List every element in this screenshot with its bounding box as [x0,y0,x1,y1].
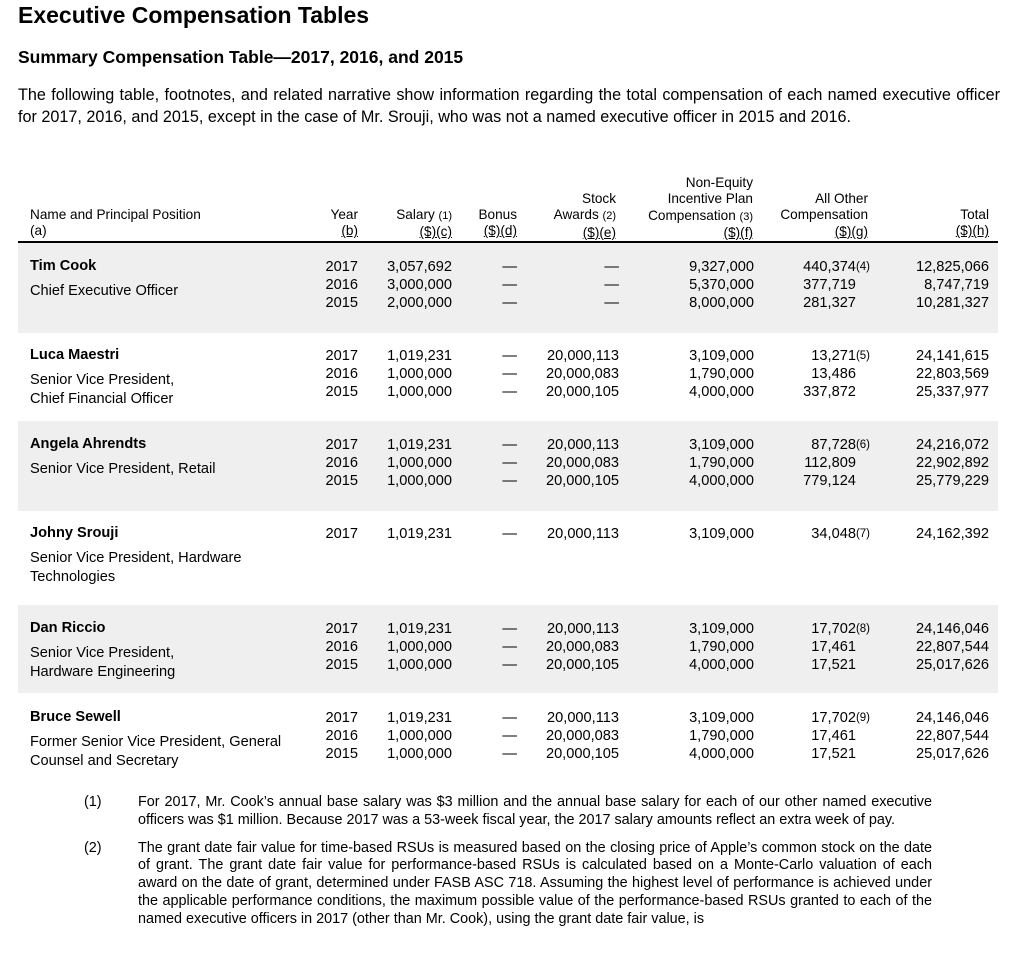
years-cell: 2017 [325,259,358,275]
noneq-cell: 5,370,000 [689,277,754,294]
other-cell [760,525,870,543]
stock-cell: 20,000,083 [545,728,619,745]
other-cell [760,383,870,401]
other-cell [760,638,870,656]
noneq-cell: 9,327,000 [689,259,754,275]
stock-cell: 20,000,083 [545,455,619,472]
header-other-label: All Other [815,191,868,206]
salary-column [370,258,452,313]
noneq-column [625,709,754,764]
stock-column [530,620,619,675]
other-cell [760,365,870,383]
salary-cell: 1,000,000 [387,657,452,674]
header-year-code: (b) [341,223,358,239]
other-value: 34,048 [811,526,856,542]
years-cell: 2016 [325,366,358,383]
other-column [760,525,870,543]
noneq-cell: 4,000,000 [689,657,754,674]
other-value: 17,521 [811,657,856,674]
total-cell: 8,747,719 [924,277,989,294]
header-salary-code: ($)(c) [419,224,452,240]
other-value: 377,719 [803,277,856,294]
other-value: 17,702 [811,621,856,637]
total-cell: 24,216,072 [915,437,989,453]
header-other [760,191,868,240]
header-nonequity-code: ($)(f) [723,224,753,240]
bonus-cell: — [502,366,517,383]
other-column [760,620,870,675]
noneq-cell: 3,109,000 [689,621,754,637]
years-column [300,436,358,491]
salary-cell: 1,000,000 [387,384,452,401]
salary-column [370,436,452,491]
header-total-code: ($)(h) [955,223,989,239]
footnotes [80,794,932,939]
noneq-cell: 3,109,000 [689,437,754,453]
header-bonus-code: ($)(d) [483,223,517,239]
salary-cell: 3,000,000 [387,277,452,294]
bonus-column [460,525,517,543]
years-cell: 2016 [325,639,358,656]
footnote-text: For 2017, Mr. Cook’s annual base salary was $3 million and the annual base salary for each of our other named executive officers was $1 million. Because 2017 was a 53-week fiscal year, the 2017 salary amounts reflect an extra week of pay. [138,794,932,828]
noneq-column [625,258,754,313]
other-column [760,436,870,491]
total-cell: 25,337,977 [915,384,989,401]
other-cell [760,276,870,294]
other-footnote-ref: (7) [855,528,870,540]
header-nonequity [625,175,753,241]
years-column [300,709,358,764]
years-cell: 2015 [325,746,358,763]
header-salary-footnote: (1) [438,210,452,222]
other-cell [760,258,870,276]
salary-cell: 1,000,000 [387,366,452,383]
header-nonequity-label3 [625,208,753,225]
stock-column [530,258,619,313]
years-cell: 2015 [325,384,358,401]
other-value: 779,124 [803,473,856,490]
noneq-cell: 3,109,000 [689,710,754,726]
executive-name: Angela Ahrendts [30,436,147,452]
total-cell: 24,141,615 [915,348,989,364]
header-stock-text: Awards [553,207,599,223]
other-value: 17,702 [811,710,856,726]
header-nonequity-label2: Incentive Plan [667,191,753,207]
other-value: 17,521 [811,746,856,763]
total-cell: 22,803,569 [915,366,989,383]
bonus-column [460,347,517,402]
bonus-cell: — [502,621,517,637]
total-column [895,436,989,491]
years-cell: 2015 [325,473,358,490]
header-salary-label [370,207,452,224]
other-footnote-ref: (4) [855,261,870,273]
other-cell [760,347,870,365]
other-cell [760,656,870,674]
bonus-cell: — [502,526,517,542]
header-total [900,207,989,240]
stock-cell: 20,000,105 [545,384,619,401]
salary-cell: 1,000,000 [387,639,452,656]
years-column [300,347,358,402]
stock-cell: 20,000,105 [545,657,619,674]
header-nonequity-footnote: (3) [739,210,753,223]
bonus-cell: — [502,277,517,294]
total-cell: 25,779,229 [915,473,989,490]
header-stock-code: ($)(e) [582,224,616,240]
intro-paragraph: The following table, footnotes, and related narrative show information regarding the total compensation of each named executive officer for 2017, 2016, and 2015, except in the case of Mr. Srouji, who was not a named executive officer in 2015 and 2016. [18,86,1000,126]
bonus-cell: — [502,437,517,453]
executive-position: Senior Vice President, Retail [30,461,216,477]
total-cell: 24,162,392 [915,526,989,542]
other-cell [760,454,870,472]
stock-cell: 20,000,113 [547,348,619,364]
total-cell: 24,146,046 [915,621,989,637]
other-cell [760,436,870,454]
noneq-cell: 1,790,000 [689,455,754,472]
stock-cell: 20,000,083 [545,639,619,656]
salary-cell: 1,019,231 [387,348,452,364]
other-value: 17,461 [811,728,856,745]
page-title: Executive Compensation Tables [18,2,370,28]
noneq-column [625,347,754,402]
footnote-number: (2) [84,839,102,856]
header-nonequity-label: Non-Equity [685,175,753,190]
salary-cell: 1,000,000 [387,728,452,745]
years-cell: 2017 [325,437,358,453]
other-column [760,347,870,402]
total-cell: 12,825,066 [915,259,989,275]
bonus-cell: — [502,295,517,312]
salary-cell: 2,000,000 [387,295,452,312]
years-cell: 2015 [325,295,358,312]
other-cell [760,709,870,727]
bonus-cell: — [502,259,517,275]
total-column [895,620,989,675]
other-value: 440,374 [803,259,856,275]
noneq-cell: 8,000,000 [689,295,754,312]
executive-name: Tim Cook [30,258,97,274]
section-subtitle: Summary Compensation Table—2017, 2016, and 2015 [18,47,464,67]
header-name-code: (a) [30,223,47,239]
executive-name: Johny Srouji [30,525,119,541]
other-cell [760,745,870,763]
executive-position: Senior Vice President, Chief Financial Officer [30,372,175,407]
salary-column [370,620,452,675]
years-cell: 2016 [325,728,358,745]
salary-cell: 1,000,000 [387,455,452,472]
total-cell: 22,807,544 [915,728,989,745]
other-value: 337,872 [803,384,856,401]
salary-column [370,525,452,543]
stock-column [530,347,619,402]
bonus-cell: — [502,710,517,726]
header-stock [530,191,616,241]
noneq-cell: 4,000,000 [689,384,754,401]
header-name-label: Name and Principal Position [30,207,201,222]
other-footnote-ref: (5) [855,350,870,362]
stock-cell: 20,000,105 [545,746,619,763]
stock-cell: 20,000,113 [547,526,619,542]
years-column [300,258,358,313]
salary-cell: 1,019,231 [387,710,452,726]
header-year-label: Year [330,207,358,222]
years-cell: 2016 [325,455,358,472]
bonus-cell: — [502,746,517,763]
footnote-text: The grant date fair value for time-based RSUs is measured based on the closing price of Apple’s common stock on the date of grant. The grant date fair value for performance-based RSUs is calculated based on a Monte-Carlo valuation of each award on the date of grant, determined under FASB ASC 718. Assuming the highest level of performance is achieved under the applicable performance conditions, the maximum possible value of the performance-based RSUs granted to each of the named executive officers in 2017 (other than Mr. Cook), using the grant date fair value, is [138,839,932,927]
other-value: 281,327 [803,295,856,312]
bonus-cell: — [502,455,517,472]
bonus-cell: — [502,384,517,401]
other-value: 13,271 [811,348,856,364]
salary-cell: 1,019,231 [387,526,452,542]
years-cell: 2017 [325,621,358,637]
other-value: 87,728 [811,437,856,453]
stock-column [530,436,619,491]
stock-cell: 20,000,105 [545,473,619,490]
executive-name: Bruce Sewell [30,709,121,725]
total-column [895,347,989,402]
header-nonequity-text: Compensation [648,207,736,223]
other-column [760,258,870,313]
header-stock-label2 [530,207,616,224]
bonus-cell: — [502,728,517,745]
other-cell [760,472,870,490]
years-column [300,620,358,675]
total-column [895,525,989,543]
other-cell [760,294,870,312]
noneq-cell: 1,790,000 [689,728,754,745]
years-cell: 2017 [325,526,358,542]
stock-column [530,709,619,764]
noneq-cell: 4,000,000 [689,746,754,763]
noneq-cell: 4,000,000 [689,473,754,490]
executive-position: Chief Executive Officer [30,283,179,299]
total-cell: 24,146,046 [915,710,989,726]
salary-cell: 1,000,000 [387,746,452,763]
total-cell: 25,017,626 [915,746,989,763]
header-other-label2: Compensation [780,207,868,223]
years-column [300,525,358,543]
bonus-column [460,709,517,764]
other-footnote-ref: (6) [855,439,870,451]
total-column [895,709,989,764]
other-footnote-ref: (9) [855,712,870,724]
footnote-2 [80,840,932,929]
total-cell: 22,902,892 [915,455,989,472]
executive-name: Luca Maestri [30,347,120,363]
header-total-label: Total [960,207,989,222]
header-stock-footnote: (2) [602,210,616,223]
years-cell: 2017 [325,710,358,726]
salary-cell: 1,000,000 [387,473,452,490]
noneq-column [625,436,754,491]
noneq-cell: 1,790,000 [689,639,754,656]
stock-cell: 20,000,113 [547,437,619,453]
years-cell: 2015 [325,657,358,674]
header-year [300,207,358,240]
bonus-column [460,620,517,675]
stock-cell: — [604,295,619,312]
other-value: 112,809 [804,455,856,472]
bonus-column [460,436,517,491]
other-cell [760,727,870,745]
stock-cell: — [604,277,619,294]
other-cell [760,620,870,638]
salary-column [370,347,452,402]
bonus-cell: — [502,639,517,656]
stock-cell: — [604,259,619,275]
executive-name: Dan Riccio [30,620,106,636]
header-salary [370,207,452,241]
noneq-column [625,525,754,543]
header-bonus-label: Bonus [478,207,517,222]
noneq-cell: 3,109,000 [689,526,754,542]
salary-cell: 1,019,231 [387,437,452,453]
noneq-column [625,620,754,675]
total-cell: 25,017,626 [915,657,989,674]
footnote-number: (1) [84,794,102,810]
salary-cell: 3,057,692 [387,259,452,275]
other-value: 17,461 [811,639,856,656]
bonus-cell: — [502,657,517,674]
salary-column [370,709,452,764]
header-salary-text: Salary [396,207,435,222]
total-cell: 22,807,544 [915,639,989,656]
other-footnote-ref: (8) [855,623,870,635]
total-column [895,258,989,313]
years-cell: 2017 [325,348,358,364]
bonus-cell: — [502,473,517,490]
header-bonus [460,207,517,240]
other-column [760,709,870,764]
other-value: 13,486 [811,366,856,383]
executive-position: Former Senior Vice President, General Counsel and Secretary [30,734,282,769]
stock-cell: 20,000,113 [547,710,619,726]
stock-column [530,525,619,543]
executive-position: Senior Vice President, Hardware Technologies [30,550,242,585]
bonus-column [460,258,517,313]
total-cell: 10,281,327 [915,295,989,312]
stock-cell: 20,000,083 [545,366,619,383]
header-name [30,207,201,240]
stock-cell: 20,000,113 [547,621,619,637]
header-stock-label: Stock [582,191,616,206]
executive-position: Senior Vice President, Hardware Engineering [30,645,176,680]
noneq-cell: 3,109,000 [689,348,754,364]
years-cell: 2016 [325,277,358,294]
footnote-1 [80,794,932,830]
header-other-code: ($)(g) [834,223,868,239]
salary-cell: 1,019,231 [387,621,452,637]
bonus-cell: — [502,348,517,364]
noneq-cell: 1,790,000 [689,366,754,383]
